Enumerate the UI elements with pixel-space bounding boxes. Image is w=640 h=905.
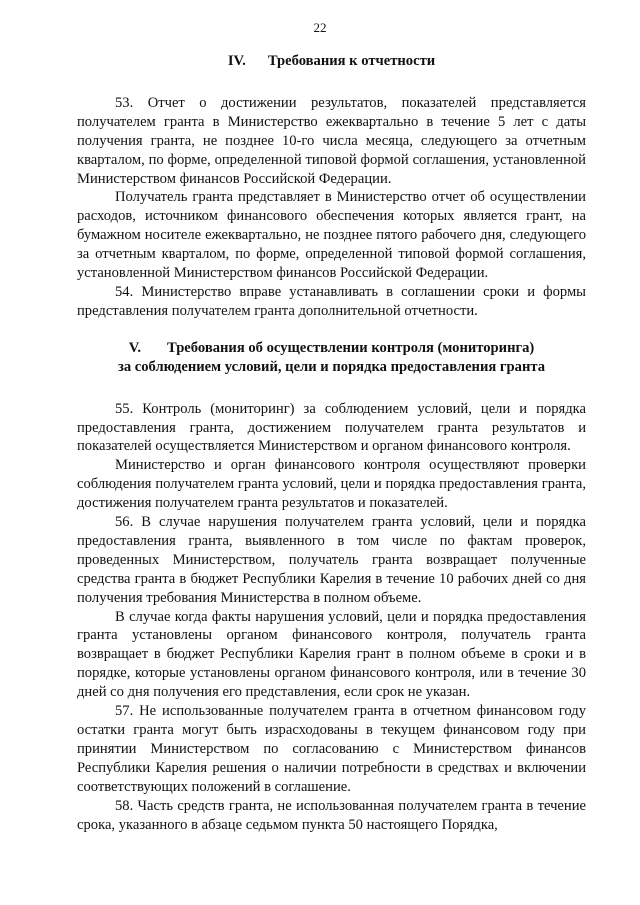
page-content: [77, 52, 586, 834]
paragraph: 56. В случае нарушения получателем гранта условий, цели и порядка предоставления гранта, выявленного в том числе по фактам проверок, проведенных Министерством, получатель гранта возвращает полученные средства гранта в бюджет Республики Карелия в течение 10 рабочих дней со дня получения требования Министерства в полном объеме.: [77, 514, 586, 606]
paragraph: 53. Отчет о достижении результатов, показателей представляется получателем гранта в Министерство ежеквартально в течение 5 лет с даты получения гранта, не позднее 10-го числа месяца, следующего за отчетным кварталом, по форме, определенной типовой формой соглашения, установленной Министерством финансов Российской Федерации.: [77, 94, 586, 187]
paragraph: Получатель гранта представляет в Министерство отчет об осуществлении расходов, источником финансового обеспечения которых является грант, на бумажном носителе ежеквартально, не позднее пятого рабочего дня, следующего за отчетным кварталом, по форме, определенной типовой формой соглашения, установленной Министерством финансов Российской Федерации.: [77, 189, 586, 282]
paragraph: 55. Контроль (мониторинг) за соблюдением условий, цели и порядка предоставления гранта, достижением получателем гранта результатов и показателей осуществляется Министерством и органом финансового контроля.: [77, 400, 586, 455]
section-title-line-2: за соблюдением условий, цели и порядка предоставления гранта: [117, 358, 546, 375]
section-number: V.: [128, 339, 142, 356]
section-title-line-1: Требования об осуществлении контроля (мониторинга): [167, 339, 535, 356]
section-heading-iv: [77, 52, 586, 71]
section-heading-v: [77, 339, 586, 377]
section-title: Требования к отчетности: [267, 53, 436, 69]
paragraph: Министерство и орган финансового контроля осуществляют проверки соблюдения получателем гранта условий, цели и порядка предоставления гранта, достижения получателем гранта результатов и показателей.: [77, 457, 586, 512]
paragraph: 58. Часть средств гранта, не использованная получателем гранта в течение срока, указанного в абзаце седьмом пункта 50 настоящего Порядка,: [77, 797, 586, 833]
section-number: IV.: [227, 53, 246, 69]
page-number: 22: [313, 20, 327, 35]
paragraph: 54. Министерство вправе устанавливать в соглашении сроки и формы представления получателем гранта дополнительной отчетности.: [77, 283, 586, 319]
paragraph: В случае когда факты нарушения условий, цели и порядка предоставления гранта установлены органом финансового контроля, получатель гранта возвращает в бюджет Республики Карелия грант в полном объеме в сроки и в порядке, которые установлены органом финансового контроля, или в течение 30 дней со дня получения его представления, если срок не указан.: [77, 608, 586, 701]
paragraph: 57. Не использованные получателем гранта в отчетном финансовом году остатки гранта могут быть израсходованы в текущем финансовом году при принятии Министерством по согласованию с Министерством финансов Республики Карелия решения о наличии потребности в средствах и включении соответствующих положений в соглашение.: [77, 703, 586, 795]
